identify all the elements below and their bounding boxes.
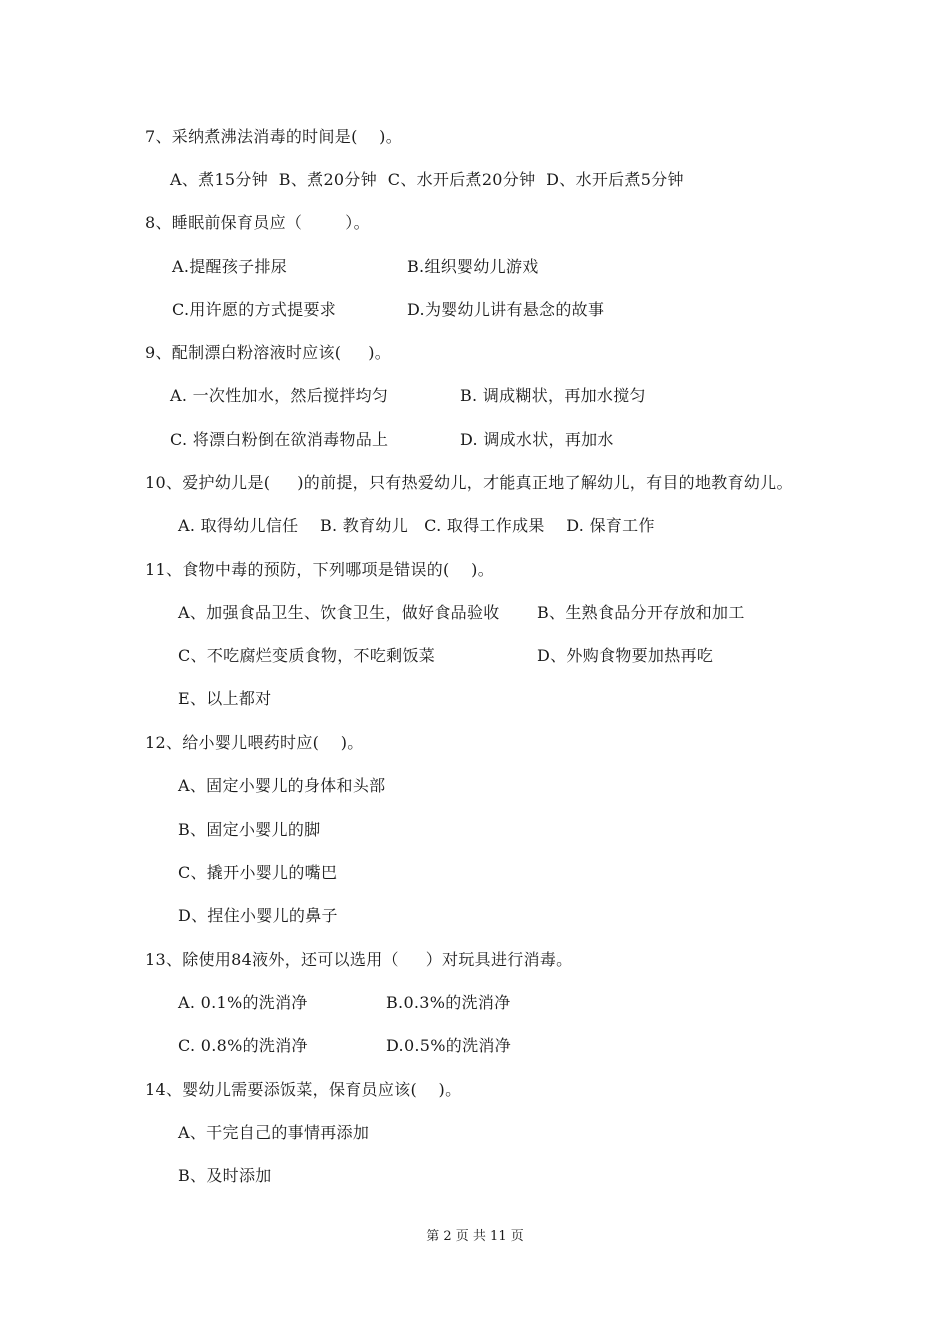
question-14-stem: 14、婴幼儿需要添饭菜，保育员应该( )。 [145, 1080, 462, 1099]
question-8-stem: 8、睡眠前保育员应（ ）。 [145, 213, 370, 232]
question-11-option-e: E、以上都对 [178, 689, 272, 708]
question-13-option-d: D.0.5%的洗消净 [386, 1036, 511, 1055]
question-11-option-a: A、加强食品卫生、饮食卫生，做好食品验收 [178, 603, 500, 622]
question-13-stem: 13、除使用84液外，还可以选用（ ）对玩具进行消毒。 [145, 950, 573, 969]
question-13-option-b: B.0.3%的洗消净 [386, 993, 511, 1012]
question-12-option-a: A、固定小婴儿的身体和头部 [178, 776, 386, 795]
question-14-option-a: A、干完自己的事情再添加 [178, 1123, 370, 1142]
question-11-option-c: C、不吃腐烂变质食物，不吃剩饭菜 [178, 646, 436, 665]
question-12-option-c: C、撬开小婴儿的嘴巴 [178, 863, 338, 882]
question-8-option-d: D.为婴幼儿讲有悬念的故事 [407, 300, 605, 319]
question-9-option-a: A. 一次性加水，然后搅拌均匀 [170, 386, 389, 405]
question-14-option-b: B、及时添加 [178, 1166, 272, 1185]
page-footer: 第 2 页 共 11 页 [426, 1229, 524, 1244]
question-8-option-a: A.提醒孩子排尿 [172, 257, 288, 276]
question-9-option-b: B. 调成糊状，再加水搅匀 [460, 386, 646, 405]
question-7-stem: 7、采纳煮沸法消毒的时间是( )。 [145, 127, 403, 146]
question-9-option-c: C. 将漂白粉倒在欲消毒物品上 [170, 430, 389, 449]
question-10-options: A. 取得幼儿信任 B. 教育幼儿 C. 取得工作成果 D. 保育工作 [178, 516, 655, 535]
question-10-stem: 10、爱护幼儿是( )的前提，只有热爱幼儿，才能真正地了解幼儿，有目的地教育幼儿。 [145, 473, 793, 492]
question-13-option-c: C. 0.8%的洗消净 [178, 1036, 308, 1055]
question-9-stem: 9、配制漂白粉溶液时应该( )。 [145, 343, 392, 362]
question-12-option-b: B、固定小婴儿的脚 [178, 820, 321, 839]
question-12-option-d: D、捏住小婴儿的鼻子 [178, 906, 338, 925]
question-11-option-b: B、生熟食品分开存放和加工 [537, 603, 745, 622]
question-8-option-b: B.组织婴幼儿游戏 [407, 257, 539, 276]
question-12-stem: 12、给小婴儿喂药时应( )。 [145, 733, 364, 752]
question-11-option-d: D、外购食物要加热再吃 [537, 646, 714, 665]
question-13-option-a: A. 0.1%的洗消净 [178, 993, 308, 1012]
question-7-options: A、煮15分钟 B、煮20分钟 C、水开后煮20分钟 D、水开后煮5分钟 [170, 170, 684, 189]
question-8-option-c: C.用许愿的方式提要求 [172, 300, 337, 319]
question-11-stem: 11、食物中毒的预防，下列哪项是错误的( )。 [145, 560, 494, 579]
question-9-option-d: D. 调成水状，再加水 [460, 430, 614, 449]
